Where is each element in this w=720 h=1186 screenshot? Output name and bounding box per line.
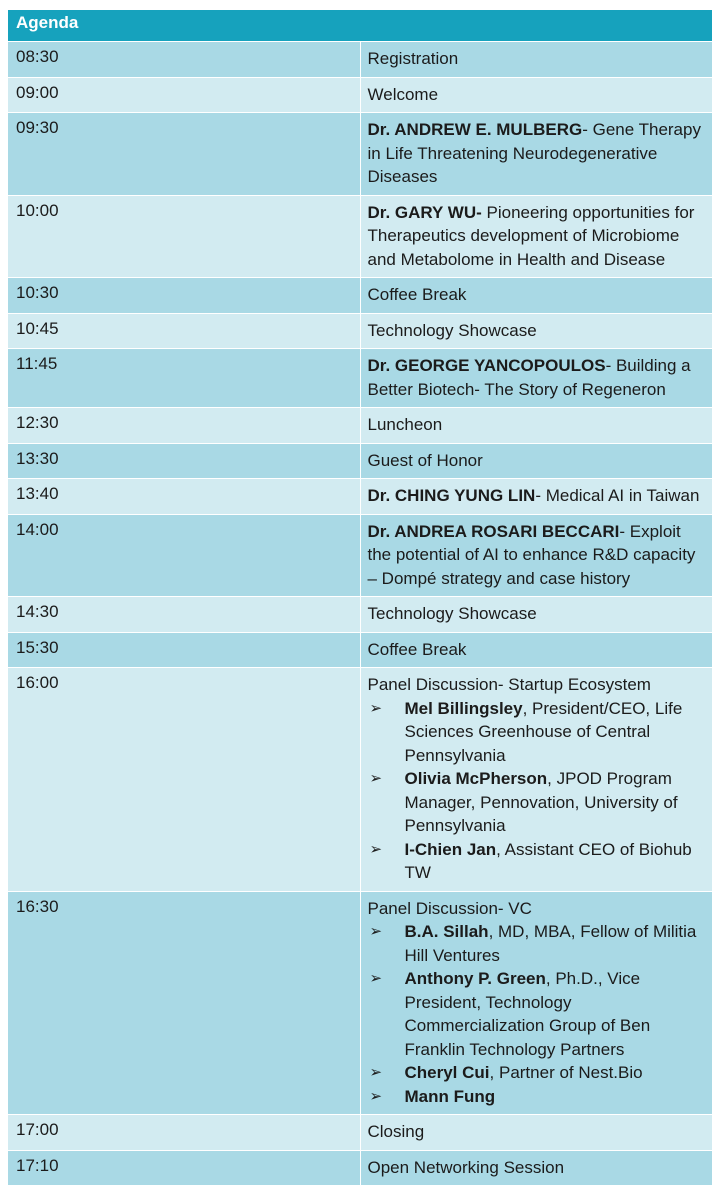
session-title: Technology Showcase [367, 604, 537, 623]
agenda-description [360, 632, 713, 668]
panelist-detail: , President/CEO, Life Sciences Greenhouse of Central Pennsylvania [404, 698, 683, 765]
agenda-row [8, 891, 713, 1115]
agenda-row [8, 668, 713, 892]
agenda-time: 13:30 [8, 443, 361, 479]
session-title: Coffee Break [367, 285, 467, 304]
agenda-time: 14:30 [8, 597, 361, 633]
agenda-row [8, 349, 713, 408]
session-title: - Gene Therapy in Life Threatening Neurodegenerative Diseases [367, 120, 701, 186]
panelist-item [368, 767, 705, 838]
session-title: - Exploit the potential of AI to enhance R&D capacity – Dompé strategy and case history [367, 521, 696, 588]
agenda-row [8, 313, 713, 349]
speaker-name: Dr. ANDREA ROSARI BECCARI [367, 521, 620, 541]
session-title: Open Networking Session [367, 1157, 565, 1177]
agenda-description [360, 514, 713, 597]
agenda-row [8, 514, 713, 597]
agenda-row [8, 443, 713, 479]
session-title: Panel Discussion- Startup Ecosystem [367, 675, 651, 694]
agenda-time: 11:45 [8, 349, 361, 408]
arrow-bullet-icon: ➢ [369, 840, 383, 858]
agenda-description [360, 891, 713, 1115]
agenda-description [360, 278, 713, 314]
speaker-name: Dr. GEORGE YANCOPOULOS [367, 356, 606, 375]
agenda-description [360, 77, 713, 113]
agenda-description [360, 349, 713, 408]
agenda-row [8, 1150, 713, 1186]
agenda-rows [8, 42, 713, 1186]
panelist-name: Cheryl Cui [404, 1063, 490, 1082]
agenda-description [360, 597, 713, 633]
panelist-list [368, 697, 705, 885]
session-title: Panel Discussion- VC [367, 898, 532, 918]
session-title: Welcome [367, 84, 439, 104]
agenda-row [8, 479, 713, 515]
session-title: Coffee Break [367, 639, 467, 659]
panelist-detail: , Ph.D., Vice President, Technology Commercialization Group of Ben Franklin Technology Partners [404, 969, 651, 1059]
panelist-item [368, 838, 705, 885]
agenda-description [360, 479, 713, 515]
panelist-item [368, 1061, 705, 1085]
agenda-time: 16:00 [8, 668, 361, 892]
agenda-time: 15:30 [8, 632, 361, 668]
session-title: Guest of Honor [367, 450, 483, 470]
panelist-name: B.A. Sillah [404, 922, 489, 941]
arrow-bullet-icon: ➢ [369, 923, 383, 940]
agenda-row [8, 1115, 713, 1151]
panelist-detail: , MD, MBA, Fellow of Militia Hill Ventures [404, 922, 697, 965]
agenda-description [360, 113, 713, 196]
agenda-time: 12:30 [8, 408, 361, 444]
agenda-description [360, 42, 713, 78]
panelist-list [368, 920, 705, 1108]
agenda-time: 10:45 [8, 313, 361, 349]
panelist-name: Olivia McPherson [404, 769, 548, 788]
panelist-name: Mann Fung [404, 1086, 496, 1106]
arrow-bullet-icon: ➢ [369, 1087, 383, 1105]
agenda-description [360, 1150, 713, 1186]
agenda-time: 09:00 [8, 77, 361, 113]
agenda-row [8, 42, 713, 78]
agenda-time: 10:30 [8, 278, 361, 314]
agenda-description [360, 443, 713, 479]
agenda-description [360, 668, 713, 892]
speaker-name: Dr. CHING YUNG LIN [367, 486, 536, 505]
session-title: Registration [367, 49, 459, 68]
agenda-title: Agenda [8, 10, 713, 42]
arrow-bullet-icon: ➢ [369, 770, 383, 787]
agenda-time: 17:10 [8, 1150, 361, 1186]
arrow-bullet-icon: ➢ [369, 970, 383, 987]
agenda-time: 10:00 [8, 195, 361, 278]
session-title: - Medical AI in Taiwan [535, 486, 700, 505]
agenda-row [8, 77, 713, 113]
agenda-row [8, 278, 713, 314]
panelist-detail: , Assistant CEO of Biohub TW [404, 839, 692, 882]
panelist-item [368, 967, 705, 1061]
panelist-name: Mel Billingsley [404, 698, 523, 718]
agenda-table [7, 9, 713, 1186]
agenda-row [8, 632, 713, 668]
agenda-description [360, 195, 713, 278]
speaker-name: Dr. ANDREW E. MULBERG [367, 120, 583, 139]
agenda-time: 09:30 [8, 113, 361, 196]
panelist-detail: , JPOD Program Manager, Pennovation, University of Pennsylvania [404, 769, 678, 835]
session-title: - Building a Better Biotech- The Story of Regeneron [367, 356, 691, 399]
panelist-item [368, 697, 705, 768]
panelist-name: I-Chien Jan [404, 839, 497, 859]
agenda-time: 17:00 [8, 1115, 361, 1151]
agenda-description [360, 313, 713, 349]
arrow-bullet-icon: ➢ [369, 1064, 383, 1081]
agenda-row [8, 195, 713, 278]
agenda-time: 16:30 [8, 891, 361, 1115]
agenda-row [8, 597, 713, 633]
agenda-row [8, 408, 713, 444]
session-title: Pioneering opportunities for Therapeutics development of Microbiome and Metabolome in Health and Disease [367, 202, 695, 269]
agenda-header-row [8, 10, 713, 42]
agenda-row [8, 113, 713, 196]
panelist-item [368, 1085, 705, 1109]
agenda-time: 14:00 [8, 514, 361, 597]
session-title: Closing [367, 1122, 425, 1141]
arrow-bullet-icon: ➢ [369, 699, 383, 717]
agenda-time: 13:40 [8, 479, 361, 515]
panelist-detail: , Partner of Nest.Bio [489, 1063, 643, 1082]
speaker-name: Dr. GARY WU- [367, 202, 482, 222]
agenda-description [360, 1115, 713, 1151]
session-title: Luncheon [367, 415, 443, 434]
agenda-time: 08:30 [8, 42, 361, 78]
agenda-description [360, 408, 713, 444]
panelist-name: Anthony P. Green [404, 969, 546, 988]
session-title: Technology Showcase [367, 320, 537, 340]
